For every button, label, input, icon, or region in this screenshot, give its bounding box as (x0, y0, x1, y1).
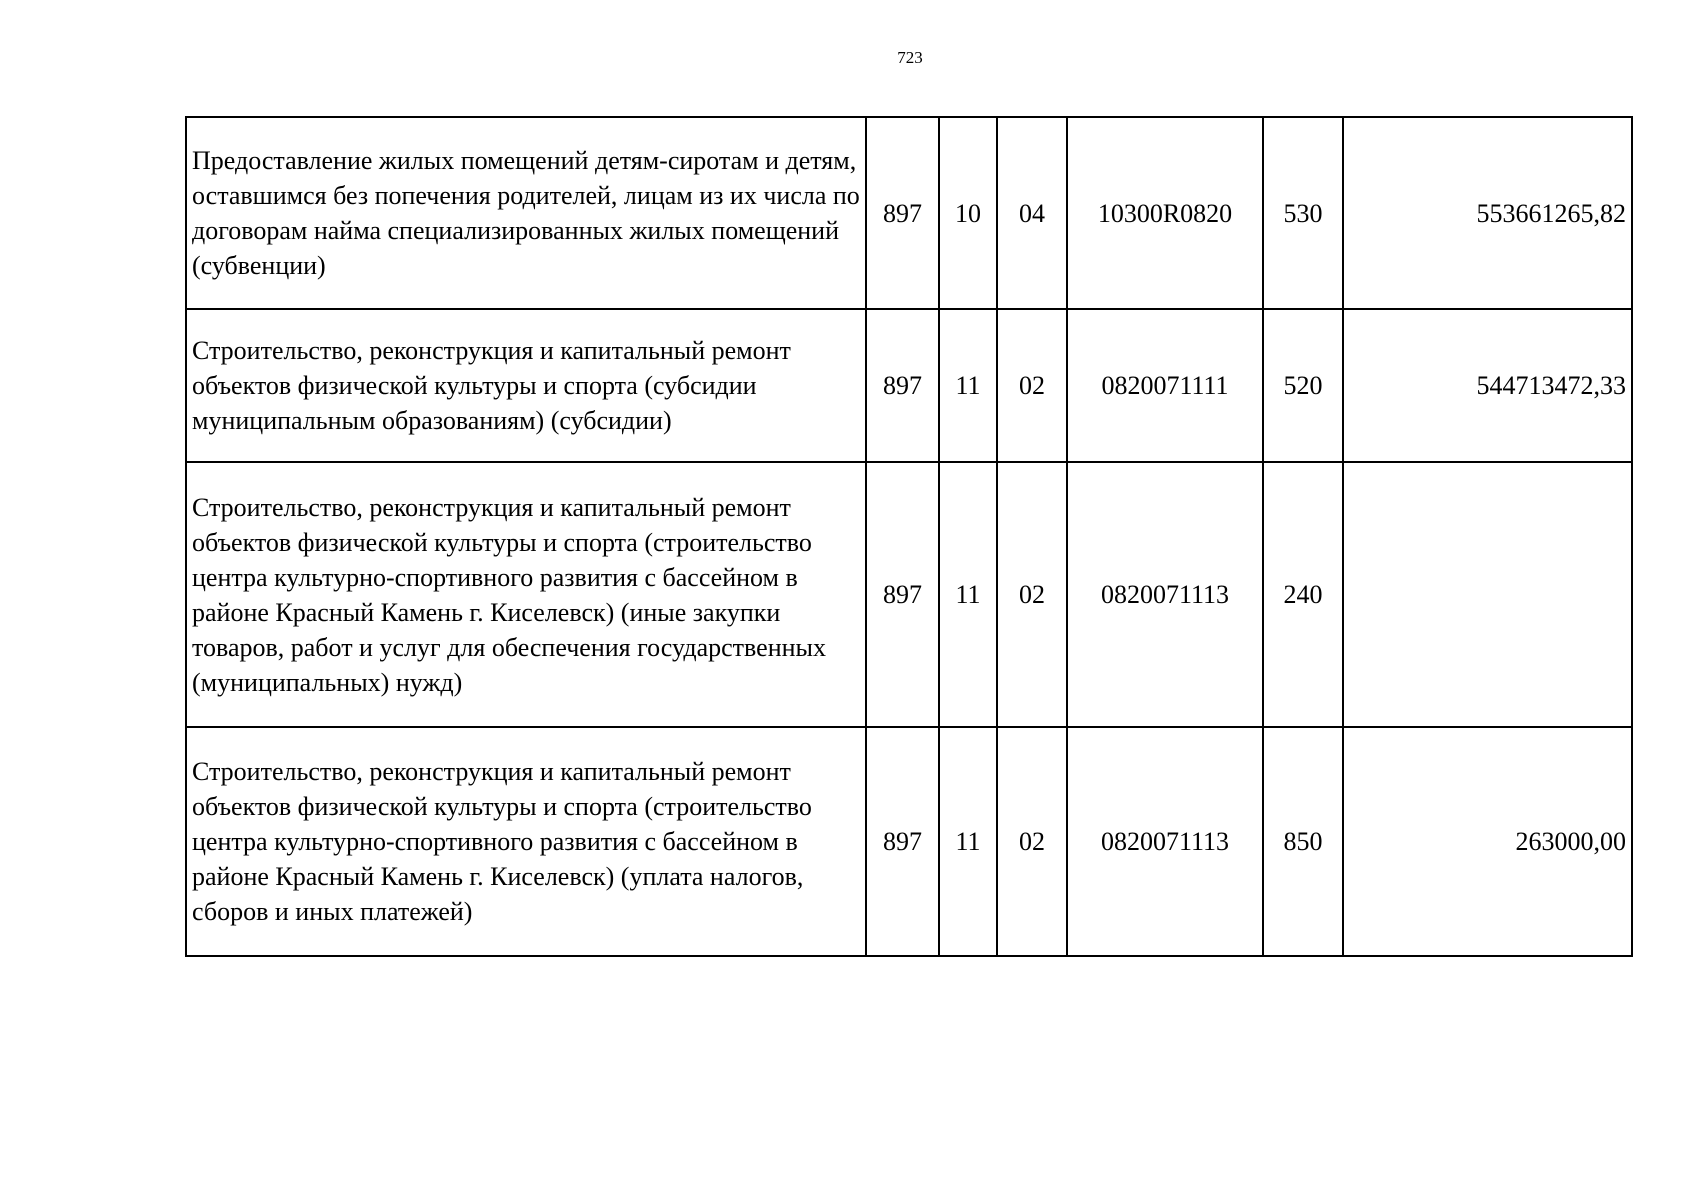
row-description: Строительство, реконструкция и капитальный ремонт объектов физической культуры и спорта (субсидии муниципальным образованиям) (субсидии) (186, 309, 866, 462)
budget-table (185, 116, 1633, 957)
row-description: Предоставление жилых помещений детям-сиротам и детям, оставшимся без попечения родителей, лицам из их числа по договорам найма специализированных жилых помещений (субвенции) (186, 117, 866, 309)
ministry-code: 897 (866, 727, 939, 956)
ministry-code: 897 (866, 462, 939, 727)
expense-type-code: 520 (1263, 309, 1343, 462)
table-row (186, 309, 1632, 462)
section-code: 11 (939, 462, 997, 727)
expense-type-code: 530 (1263, 117, 1343, 309)
subsection-code: 02 (997, 309, 1067, 462)
target-article-code: 10300R0820 (1067, 117, 1263, 309)
section-code: 11 (939, 309, 997, 462)
amount: 263000,00 (1343, 727, 1632, 956)
table-row (186, 462, 1632, 727)
amount: 544713472,33 (1343, 309, 1632, 462)
section-code: 10 (939, 117, 997, 309)
target-article-code: 0820071111 (1067, 309, 1263, 462)
section-code: 11 (939, 727, 997, 956)
page-number: 723 (897, 48, 923, 67)
table-row (186, 727, 1632, 956)
ministry-code: 897 (866, 309, 939, 462)
subsection-code: 02 (997, 727, 1067, 956)
row-description: Строительство, реконструкция и капитальный ремонт объектов физической культуры и спорта (строительство центра культурно-спортивного развития с бассейном в районе Красный Камень г. Киселевск) (уплата налогов, сборов и иных платежей) (186, 727, 866, 956)
subsection-code: 02 (997, 462, 1067, 727)
table-row (186, 117, 1632, 309)
expense-type-code: 850 (1263, 727, 1343, 956)
target-article-code: 0820071113 (1067, 727, 1263, 956)
target-article-code: 0820071113 (1067, 462, 1263, 727)
amount (1343, 462, 1632, 727)
expense-type-code: 240 (1263, 462, 1343, 727)
subsection-code: 04 (997, 117, 1067, 309)
row-description: Строительство, реконструкция и капитальный ремонт объектов физической культуры и спорта (строительство центра культурно-спортивного развития с бассейном в районе Красный Камень г. Киселевск) (иные закупки товаров, работ и услуг для обеспечения государственных (муниципальных) нужд) (186, 462, 866, 727)
amount: 553661265,82 (1343, 117, 1632, 309)
ministry-code: 897 (866, 117, 939, 309)
